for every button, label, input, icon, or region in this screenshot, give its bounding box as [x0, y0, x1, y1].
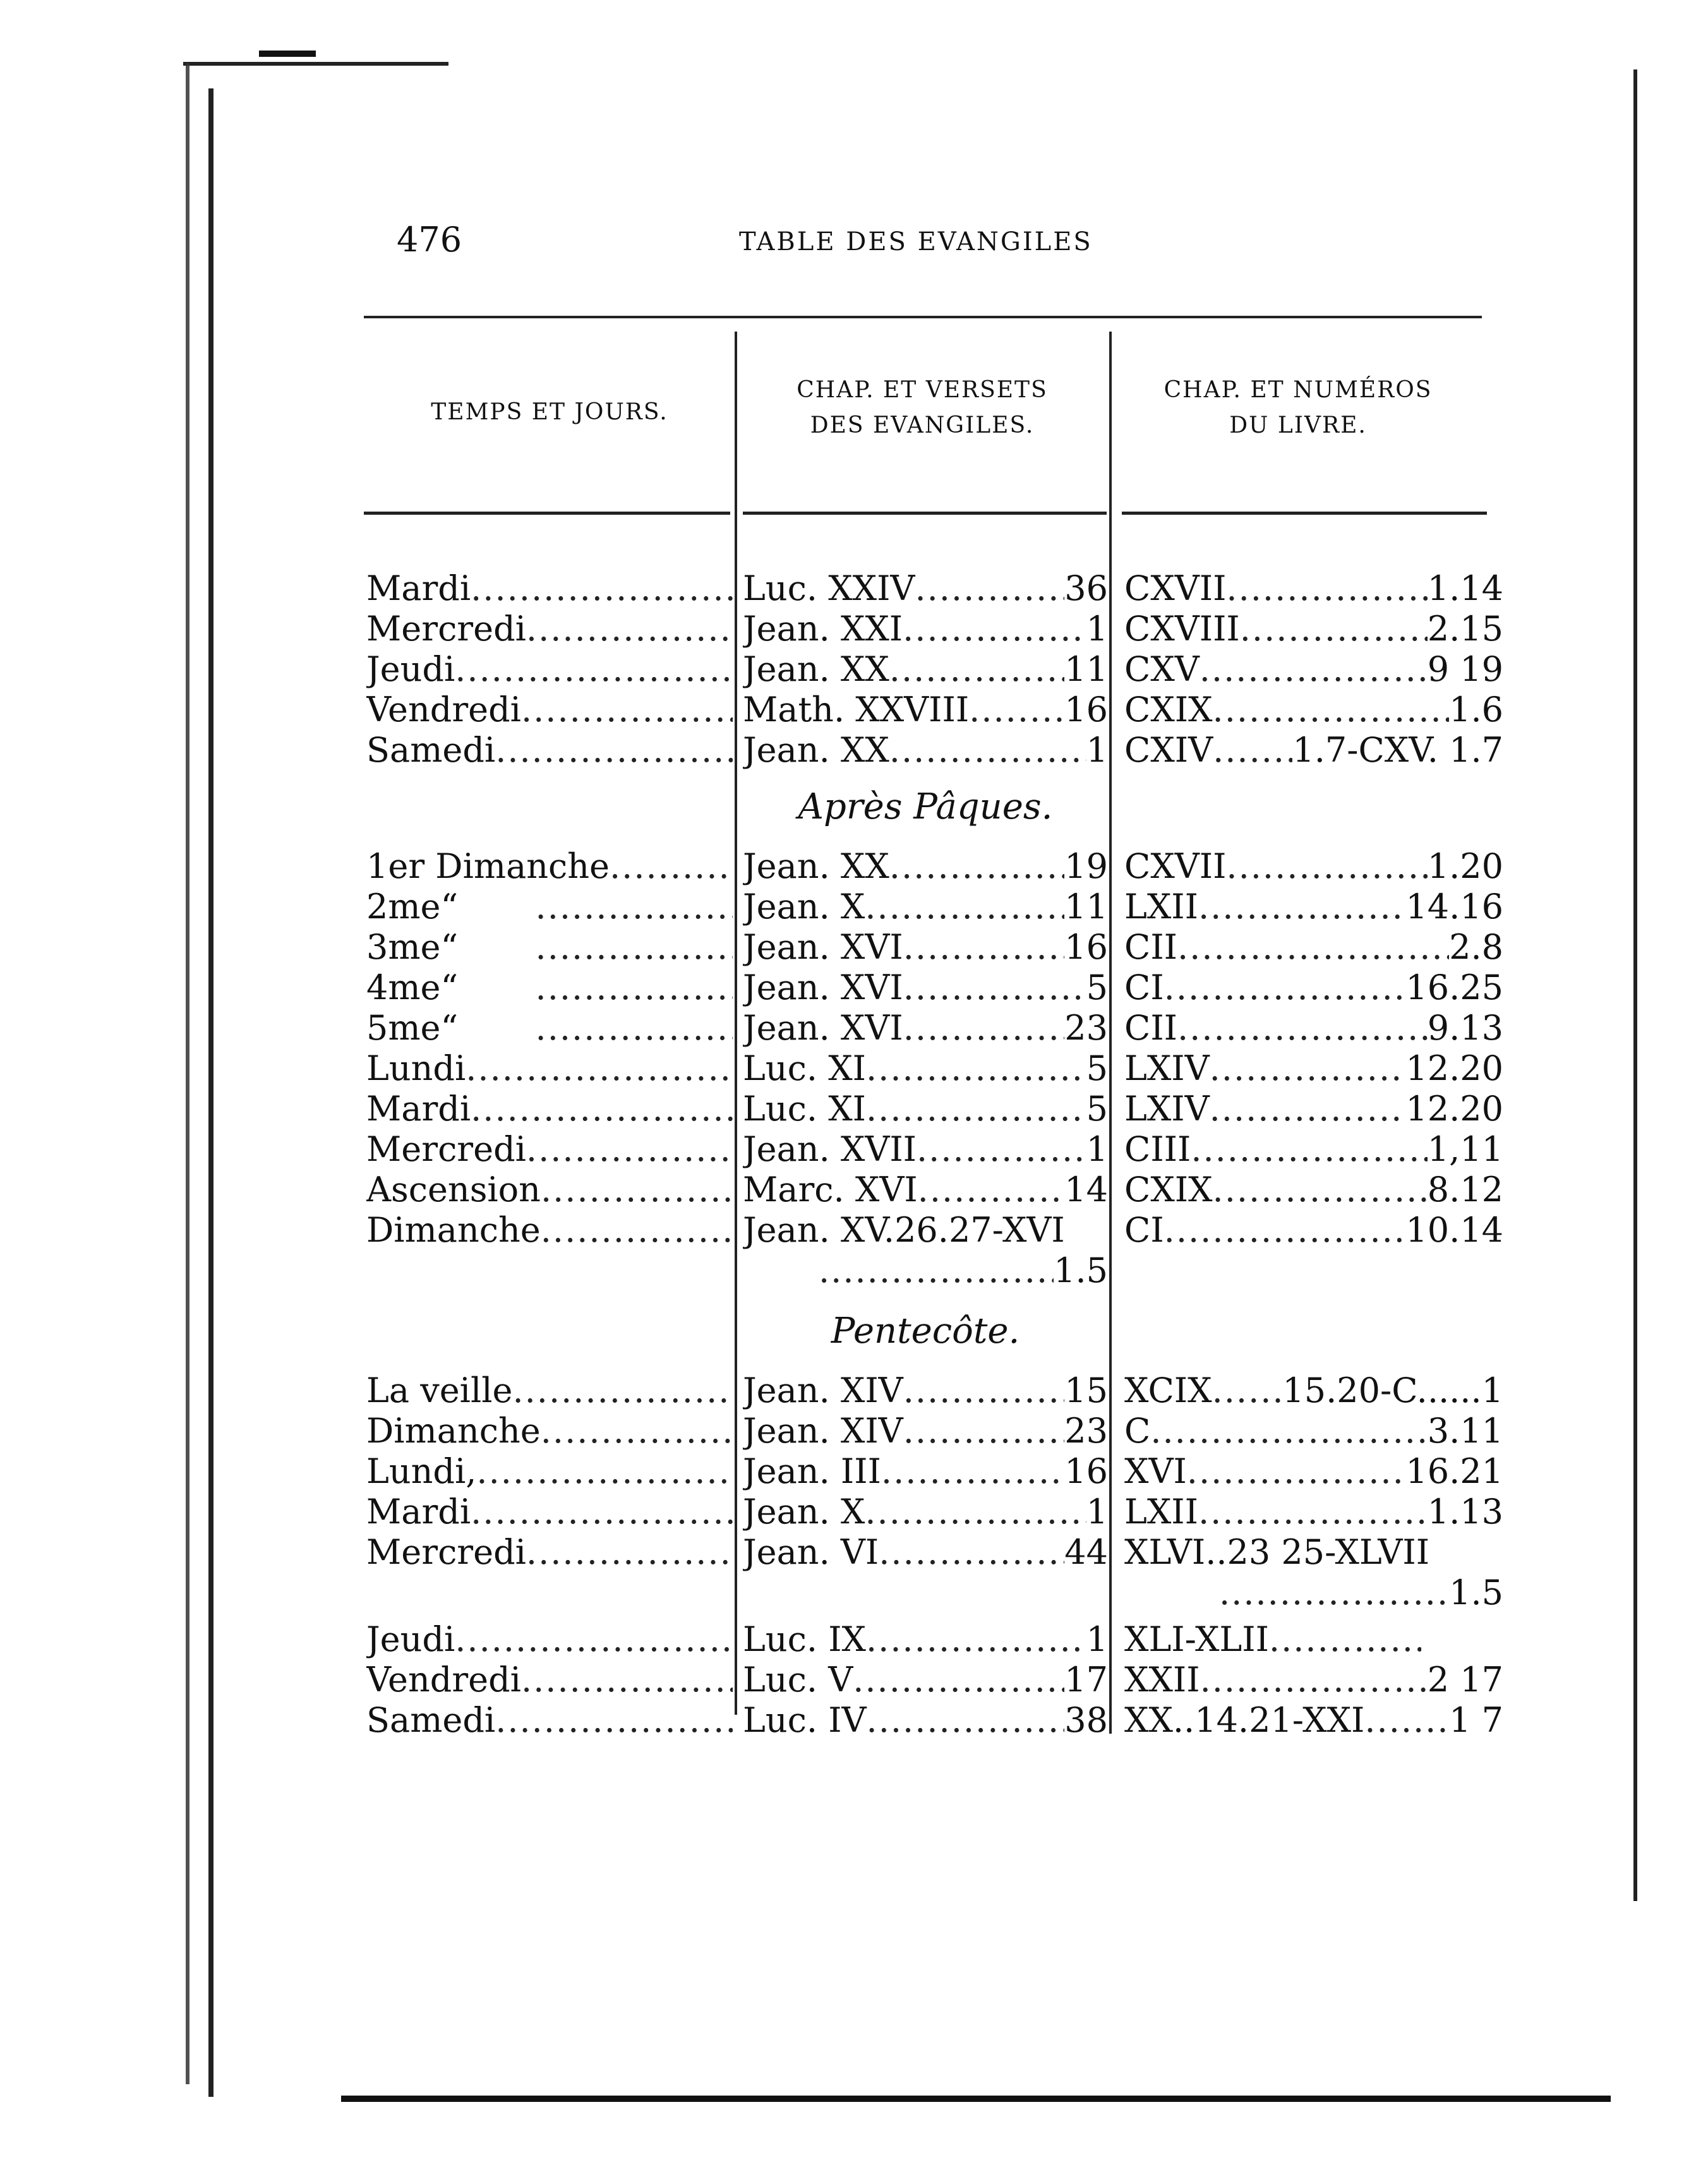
column-header-days: TEMPS ET JOURS. [431, 399, 668, 425]
day-cell: Jeudi [366, 649, 455, 689]
book-cell: LXIV [1124, 1089, 1210, 1129]
gospel-cell: Jean. XV.26.27-XVI [743, 1210, 1065, 1250]
table-row [0, 1008, 1708, 1048]
book-cell: CIII [1124, 1129, 1191, 1169]
gospel-num: 17 [1064, 1660, 1108, 1700]
book-cell: XXII [1124, 1660, 1200, 1700]
gospel-num: 19 [1064, 846, 1108, 886]
book-cell: CI [1124, 968, 1164, 1007]
header-rule-3 [1122, 512, 1487, 515]
gospel-num: 15 [1064, 1371, 1108, 1410]
book-cell: CXIX [1124, 1170, 1213, 1209]
day-cell: 5me [366, 1008, 441, 1048]
column-header-book-line2: DU LIVRE. [1229, 412, 1367, 438]
book-cell: C [1124, 1411, 1151, 1451]
book-cell: XX..14.21-XXI [1124, 1700, 1365, 1740]
gospel-num: 16 [1064, 690, 1108, 729]
gospel-num: 36 [1064, 568, 1108, 608]
gospel-cell: Math. XXVIII [743, 690, 970, 729]
column-header-book [1115, 373, 1481, 443]
gospel-cell: Jean. XVI [743, 1008, 903, 1048]
table-row [0, 1371, 1708, 1411]
gospel-num: 1 [1086, 730, 1108, 770]
day-cell: Mardi [366, 1492, 471, 1532]
gospel-num: 14 [1064, 1170, 1108, 1209]
book-num: 1.7-CXV. 1.7 [1292, 730, 1503, 770]
day-cell: Mardi [366, 568, 471, 608]
gospel-cell: Jean. X [743, 887, 865, 927]
ditto-mark: “ [440, 887, 459, 927]
book-num: 1,11 [1427, 1129, 1503, 1169]
gospel-num: 1 [1086, 1619, 1108, 1659]
header-rule-2 [743, 512, 1107, 515]
ditto-mark: “ [440, 968, 459, 1007]
gospel-num: 1 [1086, 609, 1108, 649]
day-cell: Mercredi [366, 1532, 526, 1572]
book-num: 1.13 [1427, 1492, 1503, 1532]
gospel-num: 23 [1064, 1008, 1108, 1048]
book-num: 1.5 [1449, 1573, 1503, 1612]
day-cell: Samedi [366, 1700, 496, 1740]
book-cell: LXII [1124, 887, 1198, 927]
gospel-num: 5 [1086, 1089, 1108, 1129]
gospel-num: 23 [1064, 1411, 1108, 1451]
gospel-cell: Luc. IX [743, 1619, 866, 1659]
book-num: 12.20 [1405, 1048, 1503, 1088]
day-cell: Samedi [366, 730, 496, 770]
table-row [0, 1532, 1708, 1573]
table-row [0, 1129, 1708, 1170]
day-cell: Vendredi [366, 1660, 521, 1700]
gospel-num: 11 [1064, 649, 1108, 689]
table-row [0, 568, 1708, 609]
day-cell: Ascension [366, 1170, 541, 1209]
book-num: 2 17 [1427, 1660, 1503, 1700]
gospel-cell: Luc. XI [743, 1089, 866, 1129]
gospel-cell: Jean. XXI [743, 609, 903, 649]
column-header-gospels [739, 373, 1105, 443]
gospel-cell: Jean. III [743, 1451, 881, 1491]
day-cell: 3me [366, 927, 441, 967]
table-row [0, 1411, 1708, 1451]
book-num: 1.14 [1427, 568, 1503, 608]
table-row [0, 1660, 1708, 1700]
gospel-cell: Jean. VI [743, 1532, 879, 1572]
book-cell: CXV [1124, 649, 1200, 689]
header-rule-1 [364, 512, 730, 515]
table-row [0, 1492, 1708, 1532]
table-row [0, 609, 1708, 649]
gospel-cell: Jean. XIV [743, 1411, 903, 1451]
book-num: 10.14 [1405, 1210, 1503, 1250]
day-cell: Dimanche [366, 1411, 541, 1451]
table-row [0, 649, 1708, 690]
table-row [0, 1700, 1708, 1741]
gospel-cell: Jean. XX [743, 649, 889, 689]
table-row [0, 1048, 1708, 1089]
day-cell: Jeudi [366, 1619, 455, 1659]
day-cell: Lundi, [366, 1451, 477, 1491]
day-cell: 4me [366, 968, 441, 1007]
book-num: 8.12 [1427, 1170, 1503, 1209]
book-cell: CXIV [1124, 730, 1213, 770]
day-cell: Dimanche [366, 1210, 541, 1250]
table-row-continuation [0, 1251, 1708, 1291]
book-num: 1 7 [1449, 1700, 1503, 1740]
book-cell: XLVI..23 25-XLVII [1124, 1532, 1430, 1572]
book-cell: LXII [1124, 1492, 1198, 1532]
gospel-cell: Jean. XVII [743, 1129, 917, 1169]
book-cell: CXVII [1124, 568, 1227, 608]
book-num: 3.11 [1427, 1411, 1503, 1451]
table-row [0, 927, 1708, 968]
gospel-cell: Luc. IV [743, 1700, 867, 1740]
day-cell: 1er Dimanche [366, 846, 610, 886]
table-row [0, 730, 1708, 771]
gospel-cell: Jean. XVI [743, 927, 903, 967]
section-heading-pentecote: Pentecôte. [831, 1311, 1020, 1352]
table-row [0, 887, 1708, 927]
gospel-num: 44 [1064, 1532, 1108, 1572]
ditto-mark: “ [440, 927, 459, 967]
scan-edge-bottom [341, 2096, 1611, 2102]
day-cell: 2me [366, 887, 441, 927]
book-cell: CI [1124, 1210, 1164, 1250]
scan-edge-top [183, 62, 448, 66]
column-header-book-line1: CHAP. ET NUMÉROS [1164, 377, 1433, 403]
table-row [0, 846, 1708, 887]
table-row [0, 690, 1708, 730]
column-header-gospels-line1: CHAP. ET VERSETS [797, 377, 1048, 403]
running-head: TABLE DES EVANGILES [739, 227, 1093, 256]
gospel-cell: Marc. XVI [743, 1170, 918, 1209]
day-cell: La veille [366, 1371, 513, 1410]
table-top-rule [364, 316, 1482, 318]
book-num: 1.6 [1449, 690, 1503, 729]
book-cell: CII [1124, 927, 1177, 967]
page-number: 476 [397, 220, 462, 260]
gospel-num: 5 [1086, 968, 1108, 1007]
gospel-num: 1.5 [1054, 1251, 1108, 1290]
book-num: 2.15 [1427, 609, 1503, 649]
book-cell: CXVIII [1124, 609, 1240, 649]
gospel-cell: Jean. XVI [743, 968, 903, 1007]
book-num: 12.20 [1405, 1089, 1503, 1129]
book-num: 9.13 [1427, 1008, 1503, 1048]
gospel-cell: Luc. V [743, 1660, 853, 1700]
gospel-cell: Jean. XX [743, 730, 889, 770]
ditto-mark: “ [440, 1008, 459, 1048]
book-num: 14.16 [1405, 887, 1503, 927]
table-row [0, 1089, 1708, 1129]
gospel-cell: Jean. XX [743, 846, 889, 886]
column-header-gospels-line2: DES EVANGILES. [810, 412, 1035, 438]
gospel-cell: Luc. XXIV [743, 568, 915, 608]
book-num: 15.20-C......1 [1282, 1371, 1503, 1410]
table-row [0, 1451, 1708, 1492]
gospel-num: 1 [1086, 1492, 1108, 1532]
day-cell: Vendredi [366, 690, 521, 729]
day-cell: Mardi [366, 1089, 471, 1129]
book-cell: CII [1124, 1008, 1177, 1048]
book-cell: LXIV [1124, 1048, 1210, 1088]
table-row [0, 968, 1708, 1008]
gospel-cell: Luc. XI [743, 1048, 866, 1088]
book-cell: CXIX [1124, 690, 1213, 729]
book-num: 1.20 [1427, 846, 1503, 886]
book-num: 16.21 [1405, 1451, 1503, 1491]
day-cell: Lundi [366, 1048, 466, 1088]
gospel-num: 11 [1064, 887, 1108, 927]
gospel-cell: Jean. XIV [743, 1371, 903, 1410]
book-num: 16.25 [1405, 968, 1503, 1007]
table-row [0, 1619, 1708, 1660]
gospel-num: 38 [1064, 1700, 1108, 1740]
gospel-num: 16 [1064, 927, 1108, 967]
table-row-continuation [0, 1573, 1708, 1613]
table-row [0, 1210, 1708, 1251]
book-cell: XVI [1124, 1451, 1187, 1491]
section-heading-apres-paques: Après Pâques. [798, 786, 1053, 827]
book-num: 9 19 [1427, 649, 1503, 689]
gospel-num: 5 [1086, 1048, 1108, 1088]
book-cell: XCIX [1124, 1371, 1212, 1410]
day-cell: Mercredi [366, 609, 526, 649]
gospel-num: 1 [1086, 1129, 1108, 1169]
book-cell: XLI-XLII [1124, 1619, 1269, 1659]
table-row [0, 1170, 1708, 1210]
scan-mark-top [259, 51, 316, 57]
gospel-num: 16 [1064, 1451, 1108, 1491]
book-num: 2.8 [1449, 927, 1503, 967]
day-cell: Mercredi [366, 1129, 526, 1169]
gospel-cell: Jean. X [743, 1492, 865, 1532]
book-cell: CXVII [1124, 846, 1227, 886]
